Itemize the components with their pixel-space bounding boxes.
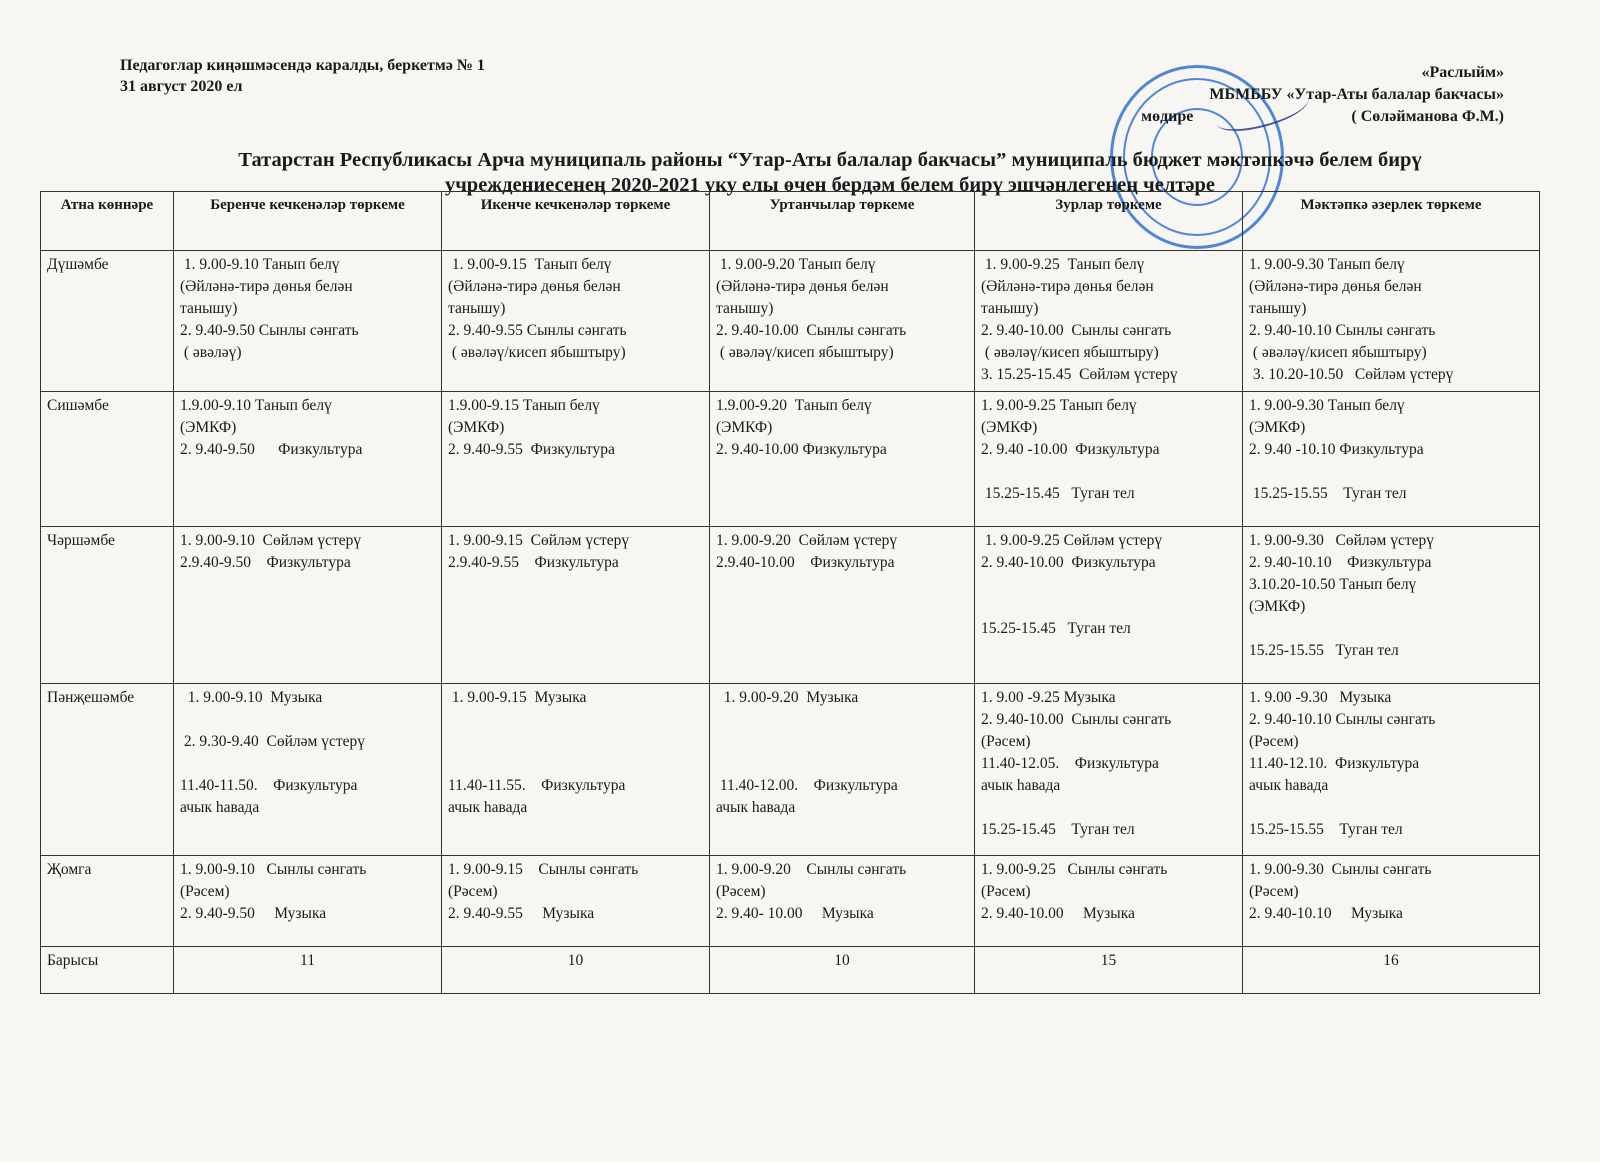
council-note bbox=[120, 55, 485, 97]
schedule-cell: 1. 9.00-9.10 Сөйләм үстерү 2.9.40-9.50 Физкультура bbox=[174, 527, 442, 684]
schedule-cell: 1. 9.00-9.25 Танып белү (Әйләнә-тирә дөнья белән танышу) 2. 9.40-10.00 Сынлы сәнгать ( әвәләү/кисеп ябыштыру) 3. 15.25-15.45 Сөйләм үстерү bbox=[975, 251, 1243, 392]
schedule-cell: 1. 9.00-9.15 Сынлы сәнгать (Рәсем) 2. 9.40-9.55 Музыка bbox=[442, 856, 710, 947]
total-label: Барысы bbox=[41, 947, 174, 994]
schedule-cell: 1. 9.00-9.10 Сынлы сәнгать (Рәсем) 2. 9.40-9.50 Музыка bbox=[174, 856, 442, 947]
council-note-line1: Педагоглар киңәшмәсендә каралды, беркетмә № 1 bbox=[120, 57, 485, 74]
column-header-group-4: Зурлар төркеме bbox=[975, 192, 1243, 251]
schedule-cell: 1. 9.00-9.30 Сөйләм үстерү 2. 9.40-10.10 Физкультура 3.10.20-10.50 Танып белү (ЭМКФ) 15.25-15.55 Туган тел bbox=[1243, 527, 1540, 684]
schedule-cell: 1. 9.00 -9.30 Музыка 2. 9.40-10.10 Сынлы сәнгать (Рәсем) 11.40-12.10. Физкультура ачык һавада 15.25-15.55 Туган тел bbox=[1243, 684, 1540, 856]
row-day-label: Дүшәмбе bbox=[41, 251, 174, 392]
row-day-label: Чәршәмбе bbox=[41, 527, 174, 684]
column-header-group-3: Уртанчылар төркеме bbox=[710, 192, 975, 251]
document-title-line1: Татарстан Республикасы Арча муниципаль районы “Утар-Аты балалар бакчасы” муниципаль бюджет мәктәпкәчә белем бирү bbox=[238, 149, 1422, 171]
schedule-cell: 1. 9.00-9.25 Сөйләм үстерү 2. 9.40-10.00 Физкультура 15.25-15.45 Туган тел bbox=[975, 527, 1243, 684]
column-header-group-2: Икенче кечкенәләр төркеме bbox=[442, 192, 710, 251]
schedule-cell: 1. 9.00-9.15 Музыка 11.40-11.55. Физкультура ачык һавада bbox=[442, 684, 710, 856]
column-header-weekdays: Атна көннәре bbox=[41, 192, 174, 251]
schedule-cell: 1. 9.00-9.15 Танып белү (Әйләнә-тирә дөнья белән танышу) 2. 9.40-9.55 Сынлы сәнгать ( әвәләү/кисеп ябыштыру) bbox=[442, 251, 710, 392]
row-day-label: Җомга bbox=[41, 856, 174, 947]
table-row bbox=[41, 684, 1540, 856]
schedule-cell: 1.9.00-9.20 Танып белү (ЭМКФ) 2. 9.40-10.00 Физкультура bbox=[710, 392, 975, 527]
total-value: 11 bbox=[174, 947, 442, 994]
schedule-cell: 1. 9.00-9.20 Танып белү (Әйләнә-тирә дөнья белән танышу) 2. 9.40-10.00 Сынлы сәнгать ( әвәләү/кисеп ябыштыру) bbox=[710, 251, 975, 392]
schedule-cell: 1. 9.00-9.10 Музыка 2. 9.30-9.40 Сөйләм үстерү 11.40-11.50. Физкультура ачык һавада bbox=[174, 684, 442, 856]
schedule-cell: 1. 9.00-9.20 Сынлы сәнгать (Рәсем) 2. 9.40- 10.00 Музыка bbox=[710, 856, 975, 947]
schedule-cell: 1.9.00-9.10 Танып белү (ЭМКФ) 2. 9.40-9.50 Физкультура bbox=[174, 392, 442, 527]
schedule-cell: 1. 9.00-9.30 Танып белү (Әйләнә-тирә дөнья белән танышу) 2. 9.40-10.10 Сынлы сәнгать ( әвәләү/кисеп ябыштыру) 3. 10.20-10.50 Сөйләм үстерү bbox=[1243, 251, 1540, 392]
table-row bbox=[41, 392, 1540, 527]
row-day-label: Сишәмбе bbox=[41, 392, 174, 527]
document-title-line2: учреждениесенең 2020-2021 уку елы өчен бердәм белем бирү эшчәнлегенең челтәре bbox=[444, 174, 1215, 196]
approval-head-label: мөдире bbox=[1141, 108, 1194, 125]
approval-head-line bbox=[1141, 106, 1504, 128]
schedule-cell: 1. 9.00-9.25 Танып белү (ЭМКФ) 2. 9.40 -10.00 Физкультура 15.25-15.45 Туган тел bbox=[975, 392, 1243, 527]
schedule-cell: 1. 9.00-9.10 Танып белү (Әйләнә-тирә дөнья белән танышу) 2. 9.40-9.50 Сынлы сәнгать ( әвәләү) bbox=[174, 251, 442, 392]
total-row bbox=[41, 947, 1540, 994]
column-header-group-1: Беренче кечкенәләр төркеме bbox=[174, 192, 442, 251]
approval-title: «Раслыйм» bbox=[1421, 64, 1504, 81]
schedule-table bbox=[40, 191, 1540, 994]
approval-block bbox=[1141, 62, 1504, 128]
row-day-label: Пәнҗешәмбе bbox=[41, 684, 174, 856]
schedule-cell: 1. 9.00-9.15 Сөйләм үстерү 2.9.40-9.55 Физкультура bbox=[442, 527, 710, 684]
schedule-cell: 1. 9.00-9.20 Музыка 11.40-12.00. Физкультура ачык һавада bbox=[710, 684, 975, 856]
table-row bbox=[41, 251, 1540, 392]
schedule-cell: 1. 9.00-9.20 Сөйләм үстерү 2.9.40-10.00 Физкультура bbox=[710, 527, 975, 684]
column-header-group-5: Мәктәпкә әзерлек төркеме bbox=[1243, 192, 1540, 251]
total-value: 16 bbox=[1243, 947, 1540, 994]
schedule-cell: 1. 9.00-9.25 Сынлы сәнгать (Рәсем) 2. 9.40-10.00 Музыка bbox=[975, 856, 1243, 947]
schedule-cell: 1. 9.00-9.30 Танып белү (ЭМКФ) 2. 9.40 -10.10 Физкультура 15.25-15.55 Туган тел bbox=[1243, 392, 1540, 527]
total-value: 10 bbox=[442, 947, 710, 994]
table-row bbox=[41, 856, 1540, 947]
schedule-cell: 1. 9.00 -9.25 Музыка 2. 9.40-10.00 Сынлы сәнгать (Рәсем) 11.40-12.05. Физкультура ачык һавада 15.25-15.45 Туган тел bbox=[975, 684, 1243, 856]
approval-institution: МБМББУ «Утар-Аты балалар бакчасы» bbox=[1209, 86, 1504, 103]
council-note-date: 31 август 2020 ел bbox=[120, 78, 243, 95]
total-value: 15 bbox=[975, 947, 1243, 994]
schedule-cell: 1.9.00-9.15 Танып белү (ЭМКФ) 2. 9.40-9.55 Физкультура bbox=[442, 392, 710, 527]
approval-head-name: ( Сөләйманова Ф.М.) bbox=[1351, 108, 1504, 125]
schedule-cell: 1. 9.00-9.30 Сынлы сәнгать (Рәсем) 2. 9.40-10.10 Музыка bbox=[1243, 856, 1540, 947]
total-value: 10 bbox=[710, 947, 975, 994]
table-row bbox=[41, 527, 1540, 684]
table-header-row bbox=[41, 192, 1540, 251]
